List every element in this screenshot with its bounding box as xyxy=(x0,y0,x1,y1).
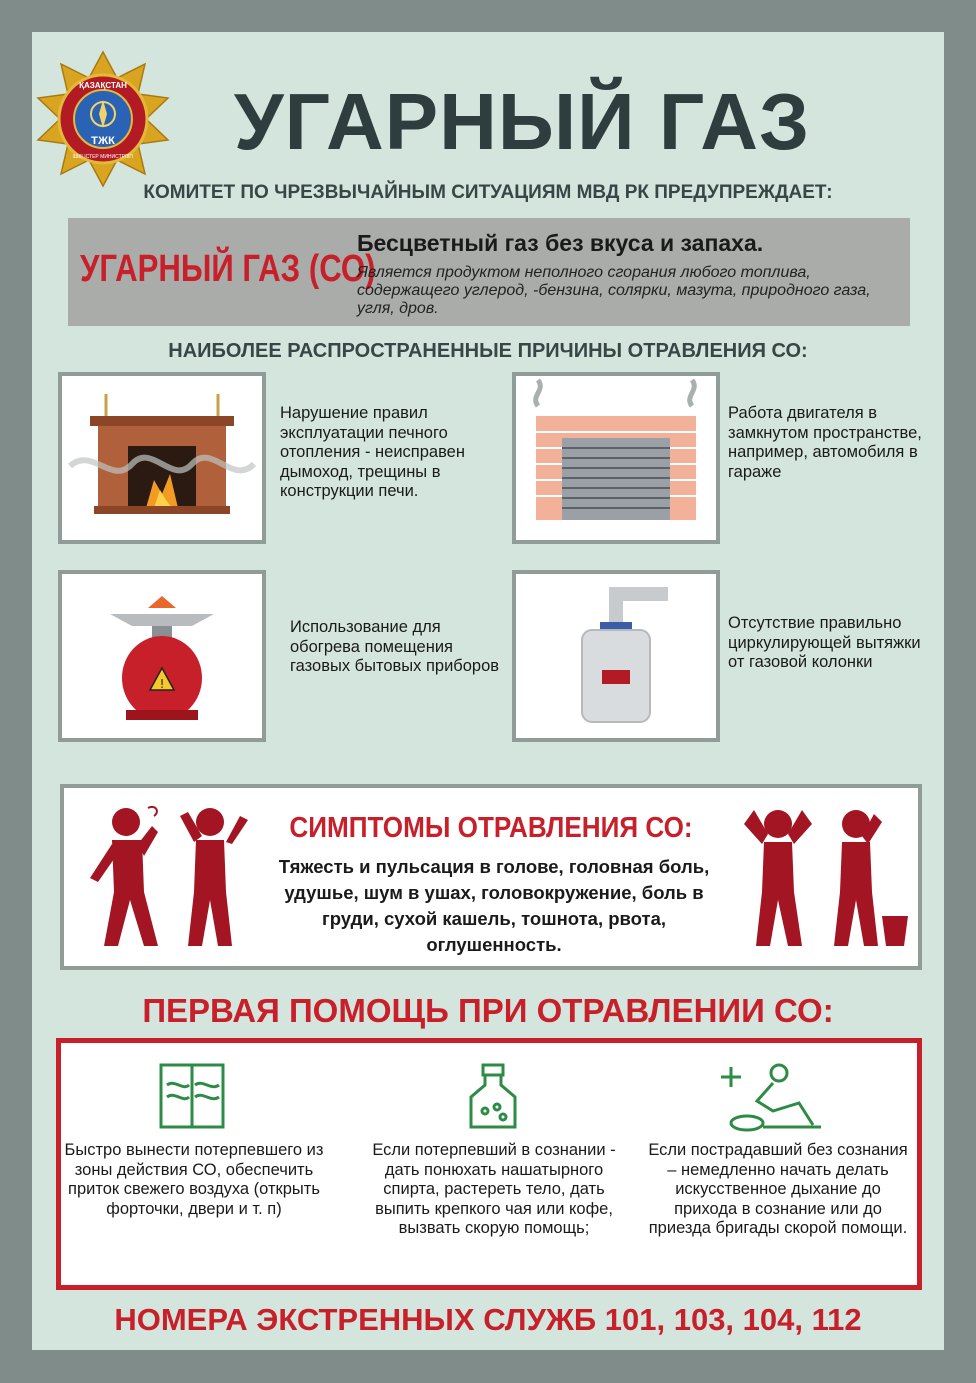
emblem-ring-text: ІШКІ ІСТЕР МИНИСТРЛІГІ xyxy=(72,154,134,160)
first-aid-text-2: Если потерпевший в сознании - дать понюхать нашатырного спирта, растереть тело, дать выпить крепкого чая или кофе, вызвать скорую помощь; xyxy=(372,1141,616,1237)
ammonia-bottle-icon xyxy=(463,1061,523,1133)
svg-text:!: ! xyxy=(159,677,165,691)
emergency-committee-emblem xyxy=(34,50,172,188)
co-description: Является продуктом неполного сгорания любого топлива, содержащего углерод, -бензина, солярки, мазута, природного газа, угля, дров. xyxy=(357,264,871,317)
co-headline: Бесцветный газ без вкуса и запаха. xyxy=(357,230,764,256)
cause-text-garage: Работа двигателя в замкнутом пространстве, например, автомобиля в гараже xyxy=(728,404,922,481)
emblem-center-text: ТЖК xyxy=(91,135,115,147)
symptoms-title: СИМПТОМЫ ОТРАВЛЕНИЯ СО: xyxy=(289,812,693,844)
emblem-top-text: ҚАЗАҚСТАН xyxy=(79,81,127,90)
garage-icon xyxy=(516,376,716,540)
first-aid-panel xyxy=(56,1038,922,1290)
subtitle: КОМИТЕТ ПО ЧРЕЗВЫЧАЙНЫМ СИТУАЦИЯМ МВД РК ПРЕДУПРЕЖДАЕТ: xyxy=(143,182,833,203)
dizzy-person-icon xyxy=(732,796,918,966)
first-aid-heading: ПЕРВАЯ ПОМОЩЬ ПРИ ОТРАВЛЕНИИ СО: xyxy=(142,992,834,1029)
poster xyxy=(32,32,944,1350)
gas-water-heater-icon xyxy=(516,574,716,738)
cause-image-water-heater xyxy=(512,570,720,742)
cause-text-gas-burner: Использование для обогрева помещения газовых бытовых приборов xyxy=(290,618,500,675)
window-icon xyxy=(157,1061,227,1131)
first-aid-text-1: Быстро вынести потерпевшего из зоны действия СО, обеспечить приток свежего воздуха (открыть форточки, двери и т. п) xyxy=(64,1141,324,1218)
cause-image-gas-burner xyxy=(58,570,266,742)
page-title: УГАРНЫЙ ГАЗ xyxy=(233,77,811,166)
cause-text-fireplace: Нарушение правил эксплуатации печного отопления - неисправен дымоход, трещины в конструкции печи. xyxy=(280,404,465,500)
cause-image-fireplace xyxy=(58,372,266,544)
cause-image-garage xyxy=(512,372,720,544)
first-aid-text-3: Если пострадавший без сознания – немедленно начать делать искусственное дыхание до прихода в сознание или до приезда бригады скорой помощи. xyxy=(648,1141,908,1237)
symptoms-panel xyxy=(60,784,922,970)
emergency-numbers: НОМЕРА ЭКСТРЕННЫХ СЛУЖБ 101, 103, 104, 112 xyxy=(114,1302,862,1337)
cause-text-water-heater: Отсутствие правильно циркулирующей вытяжки от газовой колонки xyxy=(728,614,921,671)
fireplace-icon xyxy=(62,376,262,540)
symptoms-text: Тяжесть и пульсация в голове, головная боль, удушье, шум в ушах, головокружение, боль в груди, сухой кашель, тошнота, рвота, оглушенность. xyxy=(278,856,710,955)
cpr-icon xyxy=(717,1061,827,1133)
co-info-box xyxy=(68,218,910,326)
gas-burner-icon xyxy=(62,574,262,738)
causes-heading: НАИБОЛЕЕ РАСПРОСТРАНЕННЫЕ ПРИЧИНЫ ОТРАВЛЕНИЯ СО: xyxy=(168,340,808,362)
co-label: УГАРНЫЙ ГАЗ (СО) xyxy=(80,248,376,290)
